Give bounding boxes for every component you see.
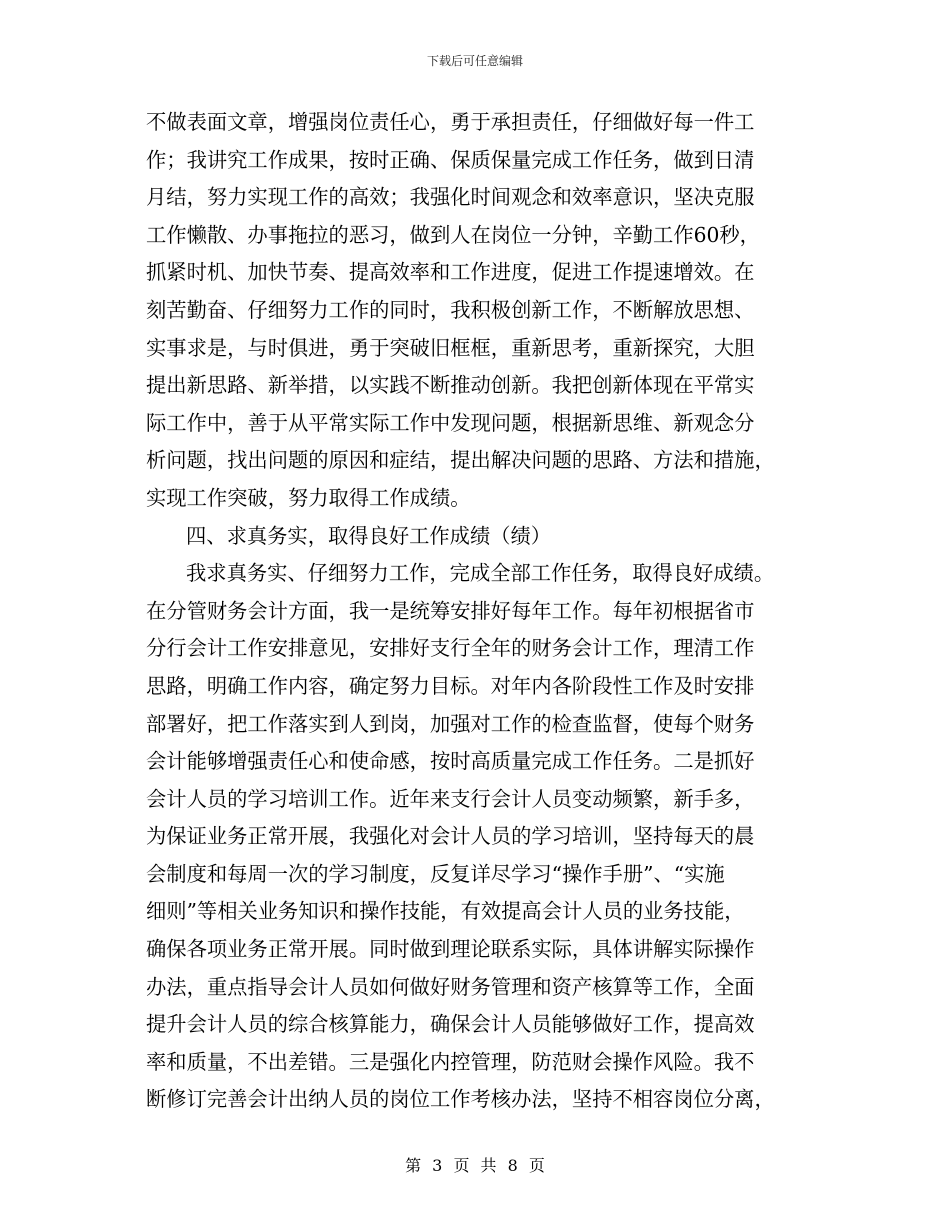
body-line: 抓紧时机、加快节奏、提高效率和工作进度，促进工作提速增效。在 bbox=[146, 260, 755, 285]
body-line: 实现工作突破，努力取得工作成绩。 bbox=[146, 485, 471, 510]
body-line: 率和质量，不出差错。三是强化内控管理，防范财会操作风险。我不 bbox=[146, 1049, 755, 1074]
body-line: 在分管财务会计方面，我一是统筹安排好每年工作。每年初根据省市 bbox=[146, 598, 755, 623]
body-line: 实事求是，与时俱进，勇于突破旧框框，重新思考，重新探究，大胆 bbox=[146, 335, 755, 360]
body-line: 部署好，把工作落实到人到岗，加强对工作的检查监督，使每个财务 bbox=[146, 711, 755, 736]
page-footer: 第 3 页 共 8 页 bbox=[405, 1156, 545, 1175]
page-header: 下载后可任意编辑 bbox=[426, 54, 523, 68]
body-line: 工作懒散、办事拖拉的恶习，做到人在岗位一分钟，辛勤工作60秒， bbox=[146, 222, 760, 247]
body-line: 际工作中，善于从平常实际工作中发现问题，根据新思维、新观念分 bbox=[146, 410, 755, 435]
body-line: 作；我讲究工作成果，按时正确、保质保量完成工作任务，做到日清 bbox=[146, 147, 755, 172]
body-line: 刻苦勤奋、仔细努力工作的同时，我积极创新工作，不断解放思想、 bbox=[146, 297, 755, 322]
body-line: 办法，重点指导会计人员如何做好财务管理和资产核算等工作，全面 bbox=[146, 974, 755, 999]
body-line: 会计能够增强责任心和使命感，按时高质量完成工作任务。二是抓好 bbox=[146, 749, 755, 774]
body-line: 提出新思路、新举措，以实践不断推动创新。我把创新体现在平常实 bbox=[146, 373, 755, 398]
body-line: 会计人员的学习培训工作。近年来支行会计人员变动频繁，新手多， bbox=[146, 786, 755, 811]
body-line: 我求真务实、仔细努力工作，完成全部工作任务，取得良好成绩。 bbox=[186, 561, 775, 586]
body-line: 月结，努力实现工作的高效；我强化时间观念和效率意识，坚决克服 bbox=[146, 185, 755, 210]
body-line: 为保证业务正常开展，我强化对会计人员的学习培训，坚持每天的晨 bbox=[146, 824, 755, 849]
body-line: 会制度和每周一次的学习制度，反复详尽学习“操作手册”、“实施 bbox=[146, 861, 725, 886]
body-line: 细则”等相关业务知识和操作技能，有效提高会计人员的业务技能， bbox=[146, 899, 745, 924]
body-line: 分行会计工作安排意见，安排好支行全年的财务会计工作，理清工作 bbox=[146, 636, 755, 661]
body-line: 析问题，找出问题的原因和症结，提出解决问题的思路、方法和措施， bbox=[146, 448, 775, 473]
section-heading: 四、求真务实，取得良好工作成绩（绩） bbox=[186, 523, 552, 548]
body-line: 不做表面文章，增强岗位责任心，勇于承担责任，仔细做好每一件工 bbox=[146, 110, 755, 134]
body-line: 提升会计人员的综合核算能力，确保会计人员能够做好工作，提高效 bbox=[146, 1012, 755, 1037]
body-line: 思路，明确工作内容，确定努力目标。对年内各阶段性工作及时安排 bbox=[146, 673, 755, 698]
body-line: 断修订完善会计出纳人员的岗位工作考核办法，坚持不相容岗位分离， bbox=[146, 1087, 775, 1112]
body-line: 确保各项业务正常开展。同时做到理论联系实际，具体讲解实际操作 bbox=[146, 937, 755, 962]
document-body bbox=[146, 106, 812, 1115]
